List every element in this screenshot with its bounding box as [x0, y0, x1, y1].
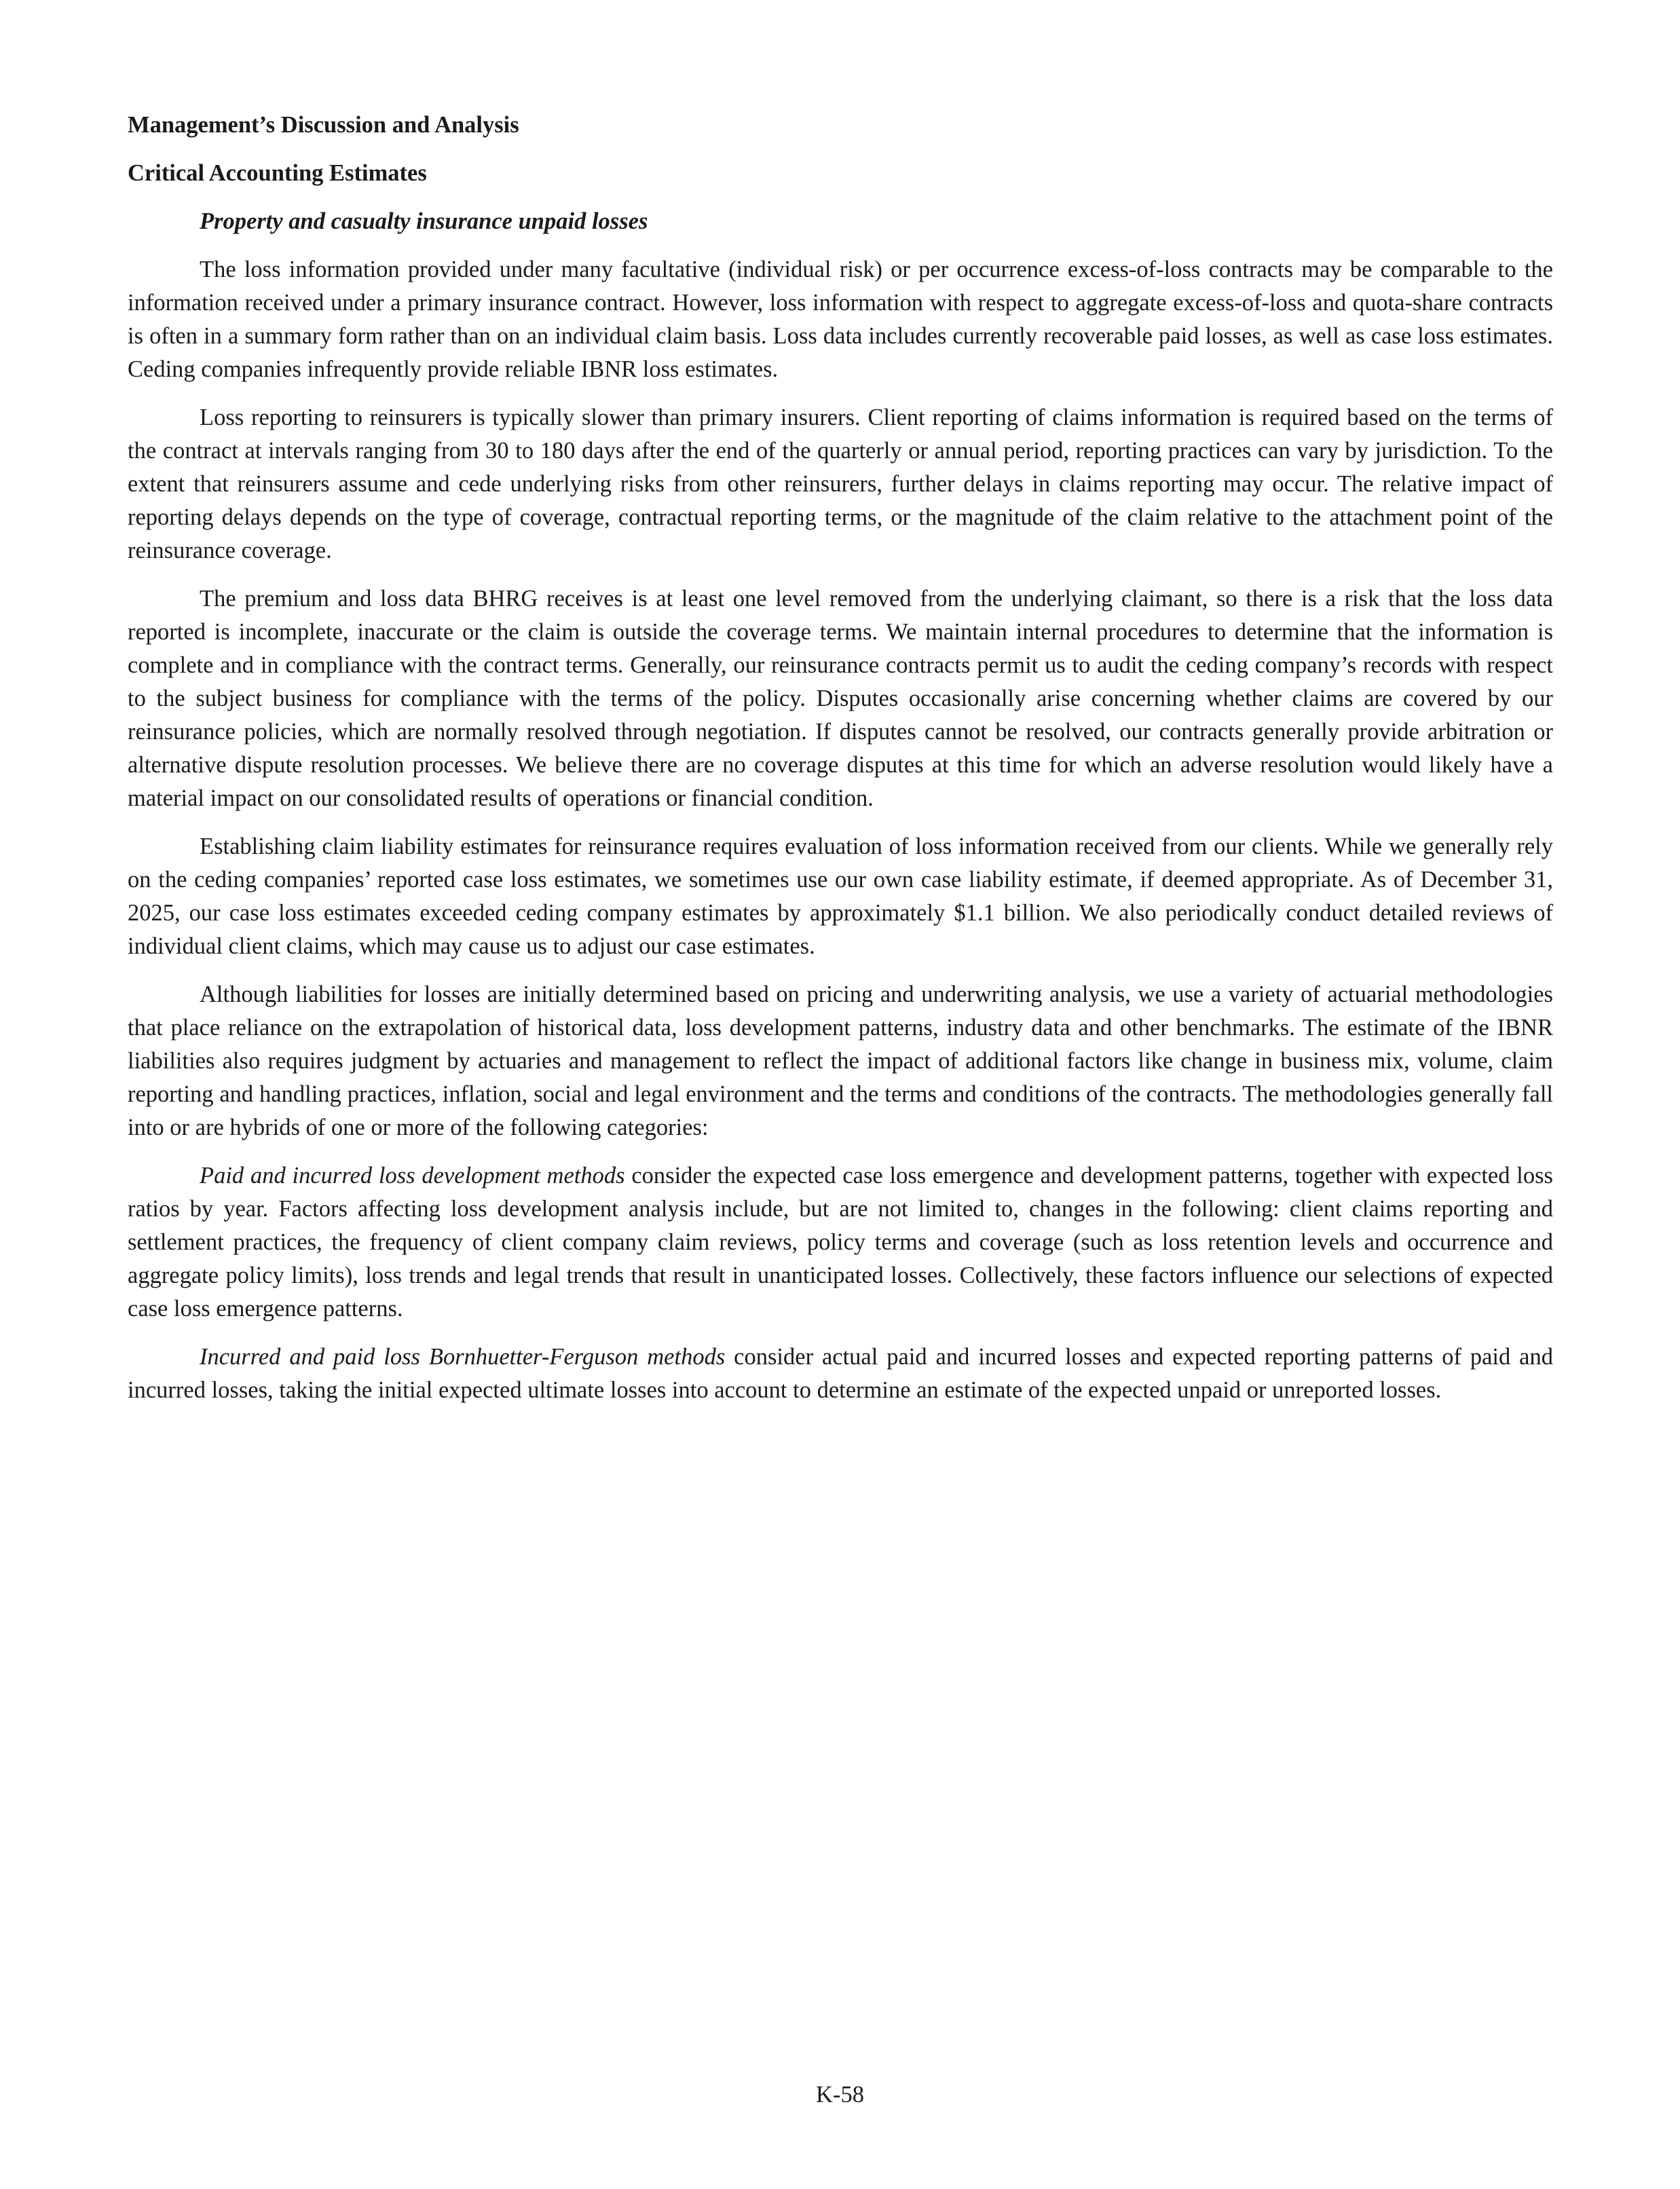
topic-title: Property and casualty insurance unpaid losses	[200, 208, 648, 234]
section-title: Management’s Discussion and Analysis	[128, 112, 519, 138]
method-paragraph	[128, 1159, 1553, 1326]
document-page	[128, 109, 1553, 1422]
body-paragraph: The loss information provided under many facultative (individual risk) or per occurrence excess-of-loss contracts may be comparable to the information received under a primary insurance contract. However, loss information with respect to aggregate excess-of-loss and quota-share contracts is often in a summary form rather than on an individual claim basis. Loss data includes currently recoverable paid losses, as well as case loss estimates. Ceding companies infrequently provide reliable IBNR loss estimates.	[128, 257, 1553, 382]
body-paragraph: The premium and loss data BHRG receives is at least one level removed from the underlying claimant, so there is a risk that the loss data reported is incomplete, inaccurate or the claim is outside the coverage terms. We maintain internal procedures to determine that the information is complete and in compliance with the contract terms. Generally, our reinsurance contracts permit us to audit the ceding company’s records with respect to the subject business for compliance with the terms of the policy. Disputes occasionally arise concerning whether claims are covered by our reinsurance policies, which are normally resolved through negotiation. If disputes cannot be resolved, our contracts generally provide arbitration or alternative dispute resolution processes. We believe there are no coverage disputes at this time for which an adverse resolution would likely have a material impact on our consolidated results of operations or financial condition.	[128, 586, 1553, 811]
body-paragraph: Loss reporting to reinsurers is typically slower than primary insurers. Client reporting of claims information is required based on the terms of the contract at intervals ranging from 30 to 180 days after the end of the quarterly or annual period, reporting practices can vary by jurisdiction. To the extent that reinsurers assume and cede underlying risks from other reinsurers, further delays in claims reporting may occur. The relative impact of reporting delays depends on the type of coverage, contractual reporting terms, or the magnitude of the claim relative to the attachment point of the reinsurance coverage.	[128, 405, 1553, 563]
method-paragraph	[128, 1341, 1553, 1407]
body-paragraph: Establishing claim liability estimates for reinsurance requires evaluation of loss information received from our clients. While we generally rely on the ceding companies’ reported case loss estimates, we sometimes use our own case liability estimate, if deemed appropriate. As of December 31, 2025, our case loss estimates exceeded ceding company estimates by approximately $1.1 billion. We also periodically conduct detailed reviews of individual client claims, which may cause us to adjust our case estimates.	[128, 834, 1553, 959]
body-paragraph: Although liabilities for losses are initially determined based on pricing and underwriting analysis, we use a variety of actuarial methodologies that place reliance on the extrapolation of historical data, loss development patterns, industry data and other benchmarks. The estimate of the IBNR liabilities also requires judgment by actuaries and management to reflect the impact of additional factors like change in business mix, volume, claim reporting and handling practices, inflation, social and legal environment and the terms and conditions of the contracts. The methodologies generally fall into or are hybrids of one or more of the following categories:	[128, 981, 1553, 1140]
method-description: consider the expected case loss emergence and development patterns, together with expected loss ratios by year. Factors affecting loss development analysis include, but are not limited to, changes in the following: client claims reporting and settlement practices, the frequency of client company claim reviews, policy terms and coverage (such as loss retention levels and occurrence and aggregate policy limits), loss trends and legal trends that result in unanticipated losses. Collectively, these factors influence our selections of expected case loss emergence patterns.	[128, 1163, 1553, 1322]
subsection-title: Critical Accounting Estimates	[128, 160, 427, 186]
method-term: Paid and incurred loss development methods	[200, 1163, 625, 1189]
method-term: Incurred and paid loss Bornhuetter-Ferguson methods	[200, 1344, 726, 1370]
page-number: K-58	[816, 2082, 864, 2108]
method-description: consider actual paid and incurred losses and expected reporting patterns of paid and incurred losses, taking the initial expected ultimate losses into account to determine an estimate of the expected unpaid or unreported losses.	[128, 1344, 1553, 1403]
